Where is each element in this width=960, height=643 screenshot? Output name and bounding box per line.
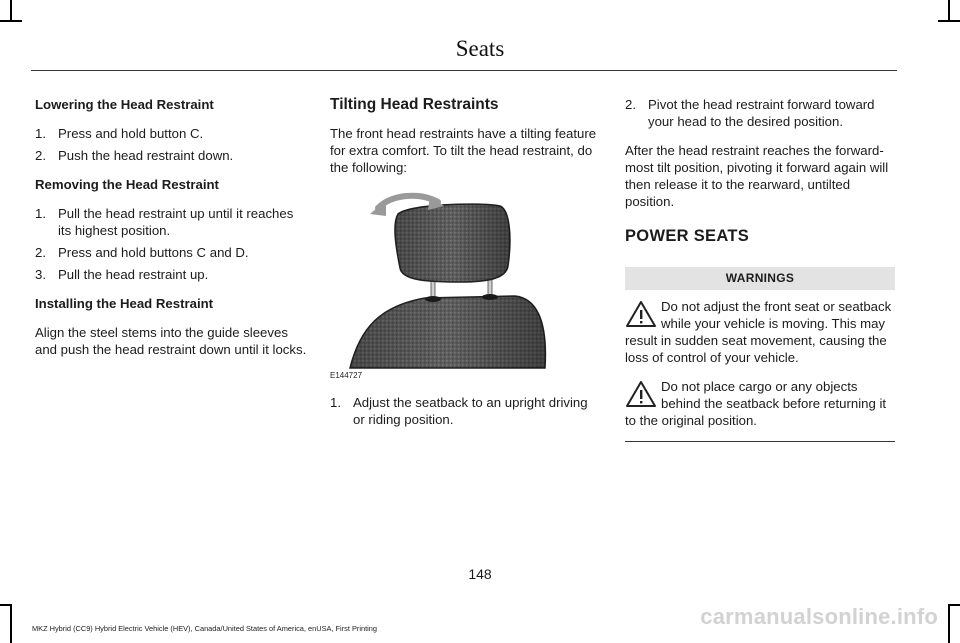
tilting-steps-continued xyxy=(625,96,895,130)
step-number: 1. xyxy=(35,206,46,221)
watermark[interactable]: carmanualsonline.info xyxy=(700,604,938,629)
head-restraint-illustration xyxy=(330,188,602,384)
warning-2 xyxy=(625,378,895,429)
step-text: Pull the head restraint up. xyxy=(58,267,209,282)
warning-1-text: Do not adjust the front seat or seatback while your vehicle is moving. This may result in sudden seat movement, causing the loss of control of your vehicle. xyxy=(625,299,892,365)
header-rule xyxy=(31,70,897,71)
list-item xyxy=(330,394,602,428)
step-text: Press and hold buttons C and D. xyxy=(58,245,249,260)
warning-2-text: Do not place cargo or any objects behind the seatback before returning it to the original position. xyxy=(625,379,887,428)
warning-triangle-icon xyxy=(625,380,657,408)
power-seats-heading: POWER SEATS xyxy=(625,227,750,245)
crop-mark-bl-v xyxy=(10,604,12,643)
removing-steps xyxy=(35,205,307,283)
step-number: 1. xyxy=(330,395,341,410)
warnings-rule xyxy=(625,441,895,442)
crop-mark-tl-h xyxy=(0,20,22,22)
crop-mark-br-h xyxy=(948,604,960,606)
step-number: 2. xyxy=(625,97,636,112)
list-item xyxy=(35,244,307,261)
list-item xyxy=(35,266,307,283)
figure-code: E144727 xyxy=(330,371,363,380)
step-number: 2. xyxy=(35,245,46,260)
removing-heading: Removing the Head Restraint xyxy=(35,177,219,192)
tilting-steps xyxy=(330,394,602,428)
crop-mark-br-v xyxy=(948,604,950,643)
installing-text: Align the steel stems into the guide sleeves and push the head restraint down until it locks. xyxy=(35,325,307,357)
tilting-heading: Tilting Head Restraints xyxy=(330,96,499,113)
footer-text: MKZ Hybrid (CC9) Hybrid Electric Vehicle (HEV), Canada/United States of America, enUSA, First Printing xyxy=(32,624,378,633)
page-number: 148 xyxy=(468,566,492,582)
crop-mark-tl-v xyxy=(10,0,12,22)
list-item xyxy=(35,205,307,239)
warning-1 xyxy=(625,298,895,366)
column-1 xyxy=(35,96,307,370)
list-item xyxy=(35,125,307,142)
step-text: Pull the head restraint up until it reaches its highest position. xyxy=(58,206,294,238)
lowering-heading: Lowering the Head Restraint xyxy=(35,97,214,112)
step-number: 1. xyxy=(35,126,46,141)
step-number: 2. xyxy=(35,148,46,163)
list-item xyxy=(35,147,307,164)
list-item xyxy=(625,96,895,130)
column-3 xyxy=(625,96,895,442)
head-restraint-figure xyxy=(330,188,602,384)
lowering-steps xyxy=(35,125,307,164)
step-text: Press and hold button C. xyxy=(58,126,204,141)
crop-mark-tr-v xyxy=(948,0,950,22)
warning-triangle-icon xyxy=(625,300,657,328)
warnings-heading: WARNINGS xyxy=(625,267,895,290)
step-text: Push the head restraint down. xyxy=(58,148,234,163)
tilt-release-text: After the head restraint reaches the forward-most tilt position, pivoting it forward again will then release it to the rearward, untilted position. xyxy=(625,143,889,209)
column-2 xyxy=(330,96,602,440)
page-title: Seats xyxy=(455,36,505,61)
installing-heading: Installing the Head Restraint xyxy=(35,296,214,311)
step-number: 3. xyxy=(35,267,46,282)
crop-mark-tr-h xyxy=(938,20,960,22)
step-text: Pivot the head restraint forward toward your head to the desired position. xyxy=(648,97,875,129)
tilting-intro: The front head restraints have a tilting feature for extra comfort. To tilt the head restraint, do the following: xyxy=(330,126,597,175)
step-text: Adjust the seatback to an upright driving or riding position. xyxy=(353,395,588,427)
crop-mark-bl-h xyxy=(0,604,12,606)
